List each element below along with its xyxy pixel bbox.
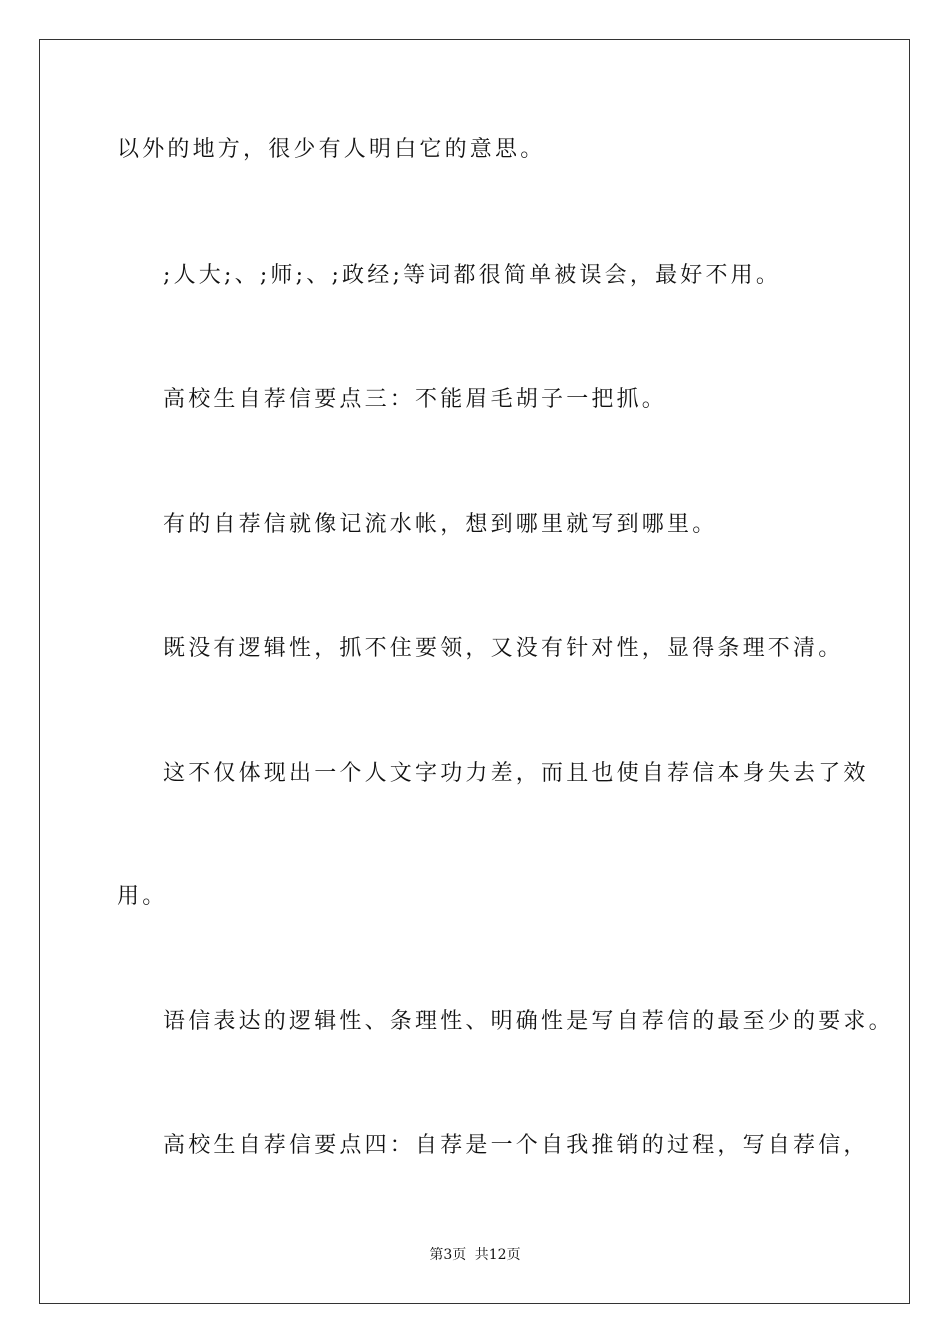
text-line-6: 这不仅体现出一个人文字功力差，而且也使自荐信本身失去了效 (163, 761, 869, 786)
text-line-9: 高校生自荐信要点四：自荐是一个自我推销的过程，写自荐信， (163, 1133, 869, 1158)
text-line-5: 既没有逻辑性，抓不住要领，又没有针对性，显得条理不清。 (163, 636, 844, 661)
page-footer (0, 1246, 950, 1264)
text-line-8: 语信表达的逻辑性、条理性、明确性是写自荐信的最至少的要求。 (163, 1009, 894, 1034)
page-total: 共12页 (474, 1247, 521, 1263)
text-line-1: 以外的地方，很少有人明白它的意思。 (117, 137, 546, 162)
text-line-7: 用。 (117, 884, 168, 909)
page-number: 第3页 (429, 1247, 467, 1263)
text-line-2: ;人大;、;师;、;政经;等词都很简单被误会，最好不用。 (163, 263, 782, 288)
page-border (39, 39, 910, 1304)
text-line-3: 高校生自荐信要点三：不能眉毛胡子一把抓。 (163, 387, 668, 412)
text-line-4: 有的自荐信就像记流水帐，想到哪里就写到哪里。 (163, 512, 718, 537)
